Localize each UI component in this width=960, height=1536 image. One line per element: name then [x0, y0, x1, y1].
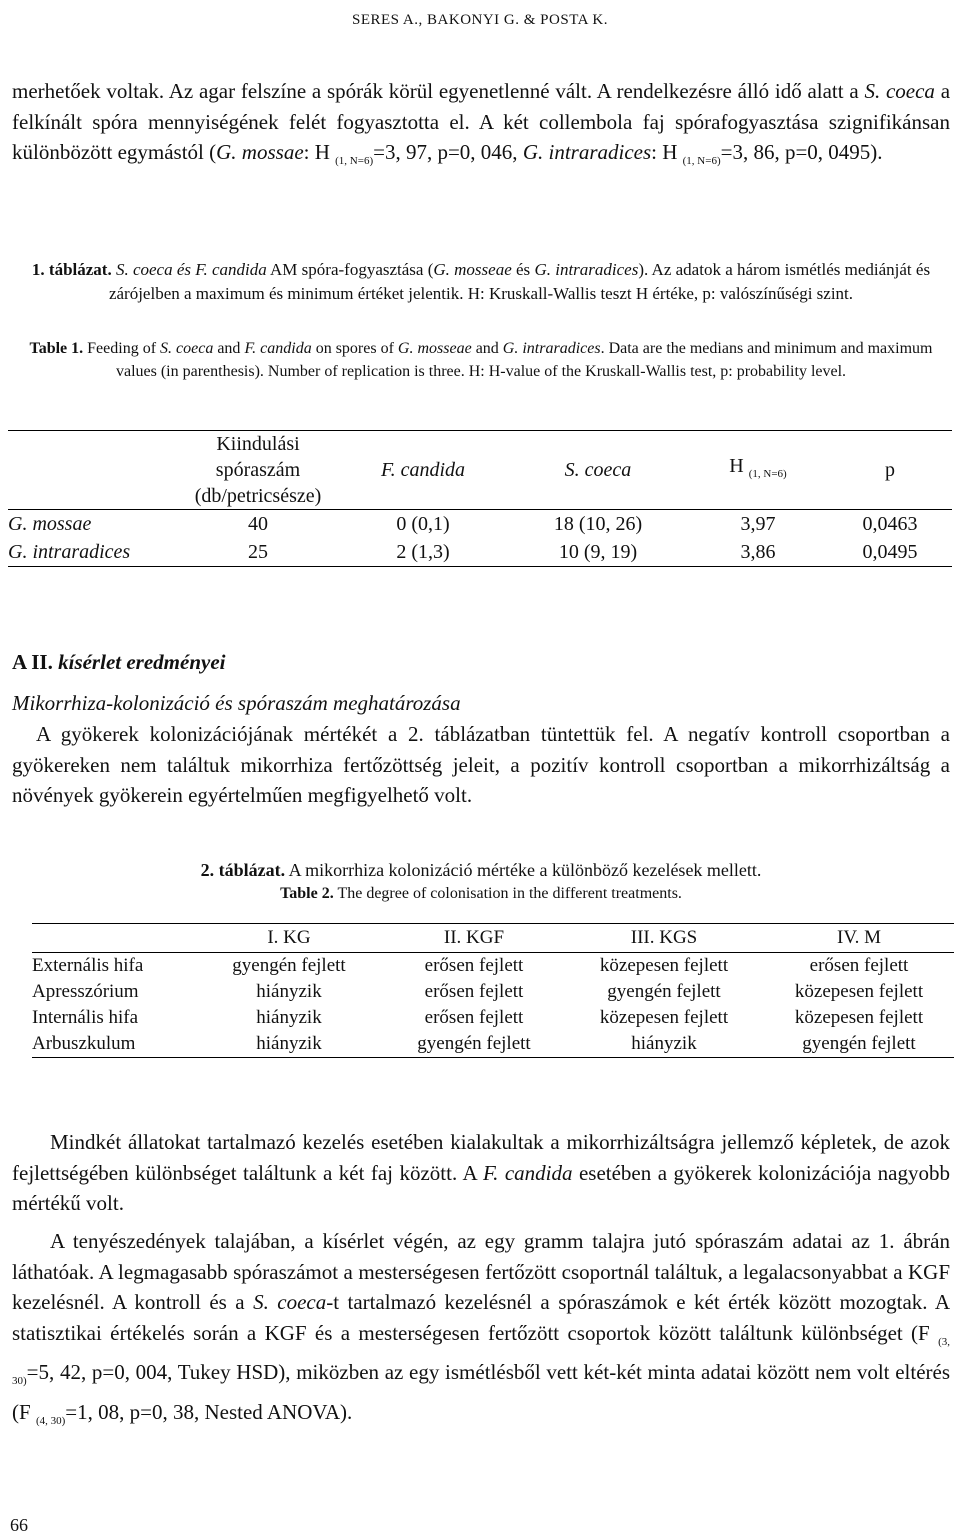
row-label: G. mossae [8, 513, 92, 535]
running-header: SERES A., BAKONYI G. & POSTA K. [352, 12, 608, 28]
subscript: (1, N=6) [748, 467, 787, 480]
row-label: Externális hifa [32, 955, 144, 976]
text: A mikorrhiza kolonizáció mértéke a különböző kezelések mellett. [285, 860, 762, 880]
text: ). Az adatok a három ismétlés mediánját és zárójelben a maximum és minimum értéket jelentik. H: Kruskall-Wallis teszt H értéke, p: valószínűségi szint. [108, 260, 931, 303]
cell: 0 (0,1) [396, 513, 450, 535]
cell: 18 (10, 26) [553, 513, 643, 535]
cell: közepesen fejlett [794, 1007, 924, 1028]
header-text: H [729, 454, 749, 477]
text: . Data are the medians and minimum and maximum values (in parenthesis). Number of replication is three. H: H-value of the Kruskall-Wallis test, p: probability level. [115, 340, 933, 380]
text: =5, 42, p=0, 004, Tukey HSD), miközben az egy ismétlésből vett két-két minta adatai között nem volt eltérés (F [12, 1360, 950, 1424]
species-name: F. candida [483, 1160, 573, 1185]
subscript: (1, N=6) [682, 155, 721, 168]
caption-label: 1. táblázat. [31, 260, 112, 279]
caption-label: Table 1. [29, 340, 84, 357]
species-name: S. coeca [253, 1290, 327, 1314]
table-2-caption-hu [12, 858, 950, 882]
cell: hiányzik [256, 981, 322, 1002]
table-row [32, 953, 954, 980]
species-name: S. coeca [864, 79, 935, 103]
text: esetében a gyökerek kolonizációja nagyobb mértékű volt. [12, 1160, 951, 1215]
table-2-caption-en [12, 883, 950, 906]
cell: 25 [248, 541, 268, 563]
text: Feeding of [83, 340, 161, 357]
text: és [511, 260, 535, 279]
text: =1, 08, p=0, 38, Nested ANOVA). [65, 1399, 353, 1424]
cell: gyengén fejlett [607, 981, 721, 1002]
table-1 [8, 430, 952, 567]
table-header-row [8, 431, 952, 510]
cell: gyengén fejlett [232, 955, 346, 976]
species-name: G. intraradices [534, 260, 639, 279]
header-cell: II. KGF [443, 927, 505, 948]
header-cell: III. KGS [630, 927, 698, 948]
cell: hiányzik [256, 1033, 322, 1054]
text: on spores of [311, 340, 398, 357]
header-text: coeca [579, 458, 632, 481]
text: =3, 97, p=0, 046, [373, 140, 523, 164]
cell: erősen fejlett [424, 955, 524, 976]
table-row [8, 538, 952, 567]
species-name: S. coeca [160, 340, 214, 357]
header-cell: IV. M [837, 927, 881, 948]
cell: 2 (1,3) [396, 541, 450, 563]
header-s-coeca [508, 431, 688, 510]
paragraph-3 [12, 1127, 950, 1219]
page-number: 66 [10, 1515, 28, 1535]
text: : H [303, 140, 336, 164]
cell: 3,97 [740, 513, 776, 535]
row-label: Apresszórium [32, 981, 139, 1002]
cell: hiányzik [256, 1007, 322, 1028]
cell: 40 [248, 513, 268, 535]
cell: 0,0495 [862, 541, 918, 563]
text: =3, 86, p=0, 0495). [720, 140, 883, 164]
header-start-count [178, 431, 338, 510]
species-name: G. mossae [216, 140, 304, 164]
text: A tenyészedények talajában, a kísérlet végén, az egy gramm talajra jutó spóraszám adatai az 1. ábrán láthatóak. A legmagasabb spóraszámot a mesterségesen fertőzött csoportnál találtuk, a legalacsonyabbat a KGF kezelésnél. A kontroll és a [12, 1229, 950, 1314]
table-row [32, 1005, 954, 1031]
table-header-row [32, 924, 954, 953]
header-line: (db/petricsésze) [194, 485, 322, 507]
cell: gyengén fejlett [417, 1033, 531, 1054]
caption-label: 2. táblázat. [200, 860, 286, 880]
cell: 3,86 [740, 541, 776, 563]
species-name: S. coeca és F. candida [111, 260, 267, 279]
cell: közepesen fejlett [794, 981, 924, 1002]
cell: 10 (9, 19) [558, 541, 638, 563]
subscript: (3, 30) [12, 1335, 950, 1388]
cell: közepesen fejlett [599, 955, 729, 976]
section-title [12, 650, 225, 675]
cell: erősen fejlett [809, 955, 909, 976]
species-name: G. mosseae [433, 260, 512, 279]
cell: gyengén fejlett [802, 1033, 916, 1054]
subscript: (4, 30) [35, 1415, 66, 1428]
table-row [32, 1031, 954, 1058]
header-line: Kiindulási [216, 433, 300, 455]
section-number: A II. [12, 650, 53, 674]
section-heading: kísérlet eredményei [52, 650, 226, 674]
caption-label: Table 2. [280, 885, 334, 902]
species-name: F. candida [244, 340, 312, 357]
row-label: G. intraradices [8, 541, 131, 563]
table-row [32, 979, 954, 1005]
text: Mindkét állatokat tartalmazó kezelés esetében kialakultak a mikorrhizáltságra jellemző képletek, de azok fejlettségében különbséget találtunk a két faj között. A [12, 1130, 950, 1185]
cell: 0,0463 [862, 513, 918, 535]
species-name: G. intraradices [502, 340, 601, 357]
text: : H [651, 140, 683, 164]
table-row [8, 510, 952, 539]
table-1-caption-hu [12, 258, 950, 306]
header-h [688, 431, 828, 510]
cell: erősen fejlett [424, 1007, 524, 1028]
header-cell [32, 924, 194, 953]
species-name: G. intraradices [522, 140, 652, 164]
text: -t tartalmazó kezelésnél a spóraszámok e két érték között mozogtak. A statisztikai értékelés során a KGF és a mesterségesen fertőzött csoportok között találtunk különbséget (F [12, 1290, 950, 1345]
header-empty [8, 431, 178, 510]
table-1-caption-en [12, 338, 950, 383]
row-label: Arbuszkulum [32, 1033, 136, 1054]
header-p: p [885, 458, 895, 481]
header-line: spóraszám [215, 459, 301, 481]
cell: erősen fejlett [424, 981, 524, 1002]
header-cell: I. KG [267, 927, 311, 948]
subscript: (1, N=6) [335, 155, 374, 168]
cell: közepesen fejlett [599, 1007, 729, 1028]
paragraph-4 [12, 1226, 950, 1437]
row-label: Internális hifa [32, 1007, 139, 1028]
cell: hiányzik [631, 1033, 697, 1054]
text: and [213, 340, 245, 357]
header-text: S. [564, 458, 580, 481]
text: AM spóra-fogyasztása ( [266, 260, 434, 279]
species-name: G. mosseae [397, 340, 472, 357]
subsection-title: Mikorrhiza-kolonizáció és spóraszám meghatározása [12, 691, 461, 715]
text: a felkínált spóra mennyiségének felét fogyasztotta el. A két collembola faj spórafogyasztása szignifikánsan különbözött egymástól ( [12, 79, 951, 164]
text: and [471, 340, 503, 357]
table-2 [32, 923, 954, 1058]
header-f-candida: F. candida [380, 458, 466, 481]
paragraph-2: A gyökerek kolonizációjának mértékét a 2. táblázatban tüntettük fel. A negatív kontroll csoportban a gyökereken nem találtuk mikorrhiza fertőzöttség jeleit, a pozitív kontroll csoportban a mikorrhizáltság a növények gyökerein egyértelműen megfigyelhető volt. [12, 722, 950, 807]
text: merhetőek voltak. Az agar felszíne a spórák körül egyenetlenné vált. A rendelkezésre álló idő alatt a [12, 79, 865, 103]
text: The degree of colonisation in the different treatments. [333, 885, 682, 902]
paragraph-1 [12, 76, 950, 177]
